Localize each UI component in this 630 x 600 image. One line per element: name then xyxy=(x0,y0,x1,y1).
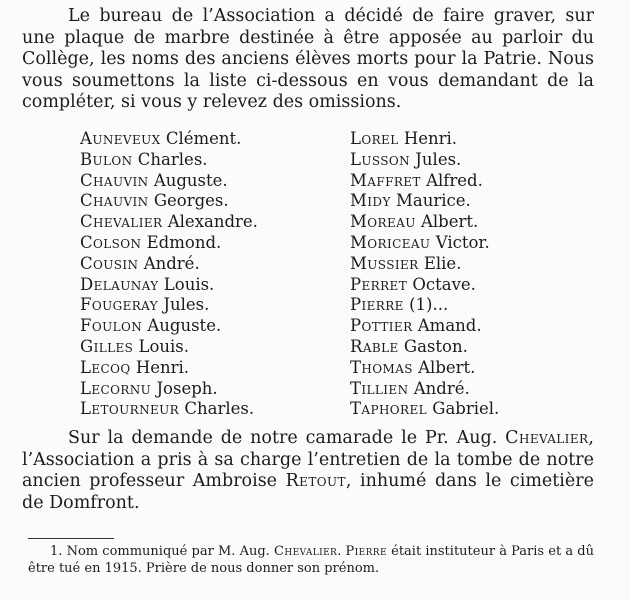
outro-paragraph xyxy=(22,428,594,514)
name-entry xyxy=(350,275,499,296)
surname: Moreau xyxy=(350,212,416,232)
given-name: André. xyxy=(413,378,470,398)
surname: Lecoq xyxy=(80,357,131,377)
surname: Bulon xyxy=(80,149,133,169)
name-entry xyxy=(80,129,258,150)
surname: Lorel xyxy=(350,129,399,148)
name-entry xyxy=(80,358,258,379)
surname: Perret xyxy=(350,274,408,294)
name-entry xyxy=(80,399,258,420)
given-name: Joseph. xyxy=(156,378,218,398)
surname: Chevalier xyxy=(80,212,163,232)
name-entry xyxy=(80,212,258,233)
names-column-left xyxy=(80,129,258,420)
given-name: Alfred. xyxy=(426,170,483,190)
name-entry xyxy=(80,233,258,254)
given-name: Auguste. xyxy=(153,170,228,190)
given-name: Albert. xyxy=(418,357,476,377)
given-name: Edmond. xyxy=(146,232,222,252)
surname: Fougeray xyxy=(80,295,159,315)
name-entry xyxy=(350,358,499,379)
footnote-name-pierre: Pierre xyxy=(345,544,387,559)
given-name: Amand. xyxy=(417,316,482,336)
given-name: Charles. xyxy=(184,399,255,419)
surname: Auneveux xyxy=(80,129,161,148)
surname: Colson xyxy=(80,232,142,252)
outro-text-1: Sur la demande de notre camarade le Pr. Aug. xyxy=(68,428,506,448)
name-entry xyxy=(80,254,258,275)
given-name: Henri. xyxy=(135,357,190,377)
surname: Tillien xyxy=(350,378,409,398)
name-entry xyxy=(80,191,258,212)
name-entry xyxy=(350,399,499,420)
surname: Taphorel xyxy=(350,399,428,419)
name-entry xyxy=(350,379,499,400)
given-name: Octave. xyxy=(412,274,476,294)
surname: Delaunay xyxy=(80,274,159,294)
given-name: Henri. xyxy=(403,129,458,148)
surname: Lusson xyxy=(350,149,411,169)
name-entry xyxy=(80,150,258,171)
surname: Foulon xyxy=(80,316,143,336)
given-name: André. xyxy=(143,253,200,273)
name-entry xyxy=(350,295,499,316)
name-entry xyxy=(80,295,258,316)
given-name: Victor. xyxy=(435,232,490,252)
surname: Pottier xyxy=(350,316,413,336)
surname: Cousin xyxy=(80,253,139,273)
given-name: Auguste. xyxy=(147,316,222,336)
footnote-text-1: 1. Nom communiqué par M. Aug. xyxy=(50,544,274,559)
name-entry xyxy=(80,379,258,400)
given-name: Jules. xyxy=(163,295,210,315)
footnote-text-2: . xyxy=(337,544,346,559)
surname: Chauvin xyxy=(80,191,149,211)
given-name: Louis. xyxy=(163,274,215,294)
surname: Gilles xyxy=(80,336,134,356)
name-entry xyxy=(350,212,499,233)
given-name: Georges. xyxy=(153,191,229,211)
given-name: Gabriel. xyxy=(432,399,500,419)
name-entry xyxy=(350,191,499,212)
names-column-right xyxy=(350,129,499,420)
name-entry xyxy=(80,316,258,337)
given-name: Maurice. xyxy=(396,191,471,211)
name-entry xyxy=(350,150,499,171)
name-entry xyxy=(350,129,499,150)
given-name: Gaston. xyxy=(403,336,468,356)
footnote-text-3: était instituteur à Paris et a dû être tué en 1915. Prière de nous donner son prénom. xyxy=(28,544,594,576)
given-name: Albert. xyxy=(420,212,479,232)
given-name: Elie. xyxy=(423,253,462,273)
given-name: Jules. xyxy=(415,149,462,169)
surname: Thomas xyxy=(350,357,413,377)
name-entry xyxy=(350,316,499,337)
given-name: Alexandre. xyxy=(167,212,258,232)
surname: Rable xyxy=(350,336,399,356)
footnote xyxy=(28,543,594,577)
outro-text-3: , inhumé dans le cimetière de Domfront. xyxy=(22,471,594,513)
surname: Letourneur xyxy=(80,399,180,419)
outro-name-chevalier: Chevalier xyxy=(505,428,589,448)
name-entry xyxy=(350,254,499,275)
surname: Lecornu xyxy=(80,378,152,398)
footnote-divider xyxy=(28,538,114,539)
given-name: Clément. xyxy=(165,129,242,148)
name-entry xyxy=(80,275,258,296)
intro-paragraph: Le bureau de l’Association a décidé de faire graver, sur une plaque de marbre destinée à être apposée au parloir du Collège, les noms des anciens élèves morts pour la Patrie. Nous vous soumettons la liste ci-dessous en vous demandant de la compléter, si vous y relevez des omissions. xyxy=(22,6,594,112)
surname: Maffret xyxy=(350,170,421,190)
outro-name-retout: Retout xyxy=(285,471,346,491)
name-entry xyxy=(80,337,258,358)
name-entry xyxy=(80,171,258,192)
name-entry xyxy=(350,337,499,358)
surname: Midy xyxy=(350,191,391,211)
given-name: Louis. xyxy=(138,336,190,356)
name-entry xyxy=(350,233,499,254)
given-name: (1)... xyxy=(409,295,449,315)
surname: Mussier xyxy=(350,253,419,273)
given-name: Charles. xyxy=(137,149,208,169)
surname: Chauvin xyxy=(80,170,149,190)
footnote-name-chevalier: Chevalier xyxy=(274,544,338,559)
name-entry xyxy=(350,171,499,192)
surname: Moriceau xyxy=(350,232,431,252)
outro-text-2: , l’Association a pris à sa charge l’entretien de la tombe de notre ancien professeur Ambroise xyxy=(22,428,594,491)
surname: Pierre xyxy=(350,295,404,315)
names-list xyxy=(0,129,630,419)
